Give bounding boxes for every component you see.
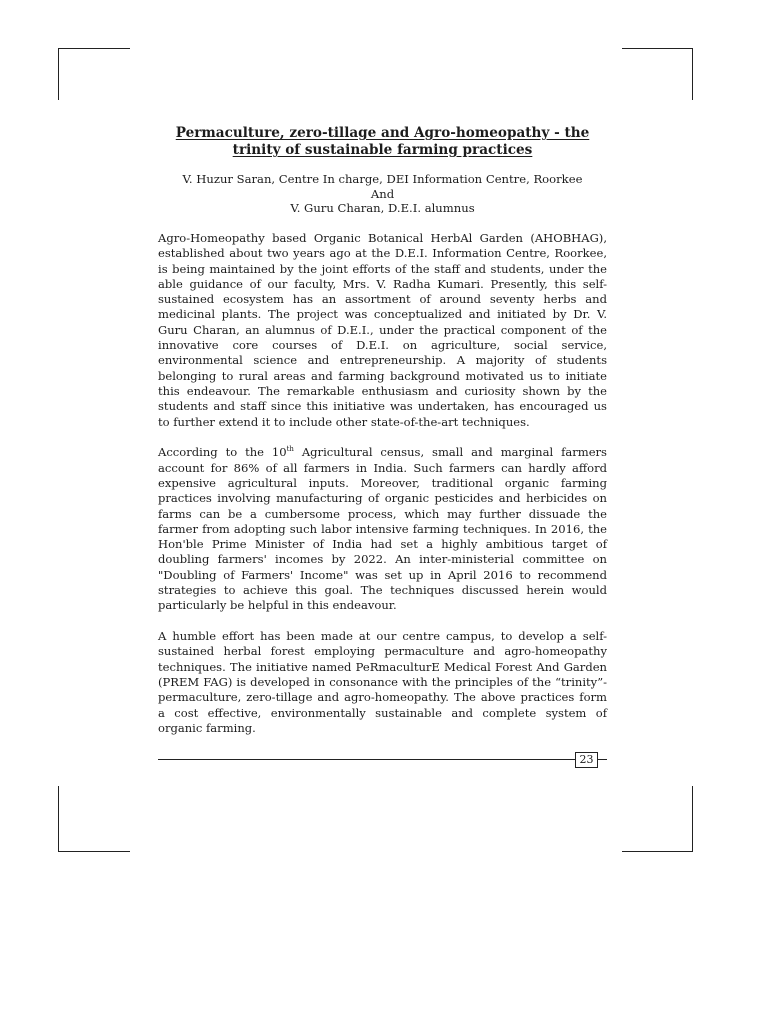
crop-mark-top-right-vertical (692, 48, 693, 100)
crop-mark-bottom-left-vertical (58, 786, 59, 851)
paragraph-2-lead: According to the 10 (158, 445, 287, 460)
page-number: 23 (575, 752, 598, 768)
article-title-line-1: Permaculture, zero-tillage and Agro-homeopathy - the (175, 125, 590, 141)
paragraph-3: A humble effort has been made at our centre campus, to develop a self-sustained herbal forest employing permaculture and agro-homeopathy techniques. The initiative named PeRmaculturE Medical Forest And Garden (PREM FAG) is developed in consonance with the principles of the “trinity”-permaculture, zero-tillage and agro-homeopathy. The above practices form a cost effective, environmentally sustainable and complete system of organic farming. (158, 629, 607, 735)
ordinal-superscript: th (286, 445, 294, 454)
author-2: V. Guru Charan, D.E.I. alumnus (290, 201, 475, 215)
article-title-line-2: trinity of sustainable farming practices (232, 142, 533, 158)
crop-mark-top-left-vertical (58, 48, 59, 100)
author-1: V. Huzur Saran, Centre In charge, DEI Information Centre, Roorkee (182, 172, 583, 186)
crop-mark-top-right-horizontal (622, 48, 693, 49)
byline (150, 172, 615, 216)
author-conjunction: And (370, 186, 395, 201)
article-body (158, 231, 607, 752)
paragraph-2-rest: Agricultural census, small and marginal farmers account for 86% of all farmers in India. Such farmers can hardly afford expensive agricultural inputs. Moreover, traditional organic farming practices involving manufacturing of organic pesticides and herbicides on farms can be a cumbersome process, which may further dissuade the farmer from adopting such labor intensive farming techniques. In 2016, the Hon'ble Prime Minister of India had set a highly ambitious target of doubling farmers' incomes by 2022. An inter-ministerial committee on "Doubling of Farmers' Income" was set up in April 2016 to recommend strategies to achieve this goal. The techniques discussed herein would particularly be helpful in this endeavour. (158, 445, 607, 613)
crop-mark-bottom-left-horizontal (58, 851, 130, 852)
paragraph-2 (158, 445, 607, 613)
paragraph-1: Agro-Homeopathy based Organic Botanical HerbAl Garden (AHOBHAG), established about two years ago at the D.E.I. Information Centre, Roorkee, is being maintained by the joint efforts of the staff and students, under the able guidance of our faculty, Mrs. V. Radha Kumari. Presently, this self-sustained ecosystem has an assortment of around seventy herbs and medicinal plants. The project was conceptualized and initiated by Dr. V. Guru Charan, an alumnus of D.E.I., under the practical component of the innovative core courses of D.E.I. on agriculture, social service, environmental science and entrepreneurship. A majority of students belonging to rural areas and farming background motivated us to initiate this endeavour. The remarkable enthusiasm and curiosity shown by the students and staff since this initiative was undertaken, has encouraged us to further extend it to include other state-of-the-art techniques. (158, 231, 607, 429)
footer-rule (158, 759, 607, 760)
crop-mark-bottom-right-horizontal (622, 851, 693, 852)
crop-mark-top-left-horizontal (58, 48, 130, 49)
crop-mark-bottom-right-vertical (692, 786, 693, 851)
article-title (150, 125, 615, 159)
